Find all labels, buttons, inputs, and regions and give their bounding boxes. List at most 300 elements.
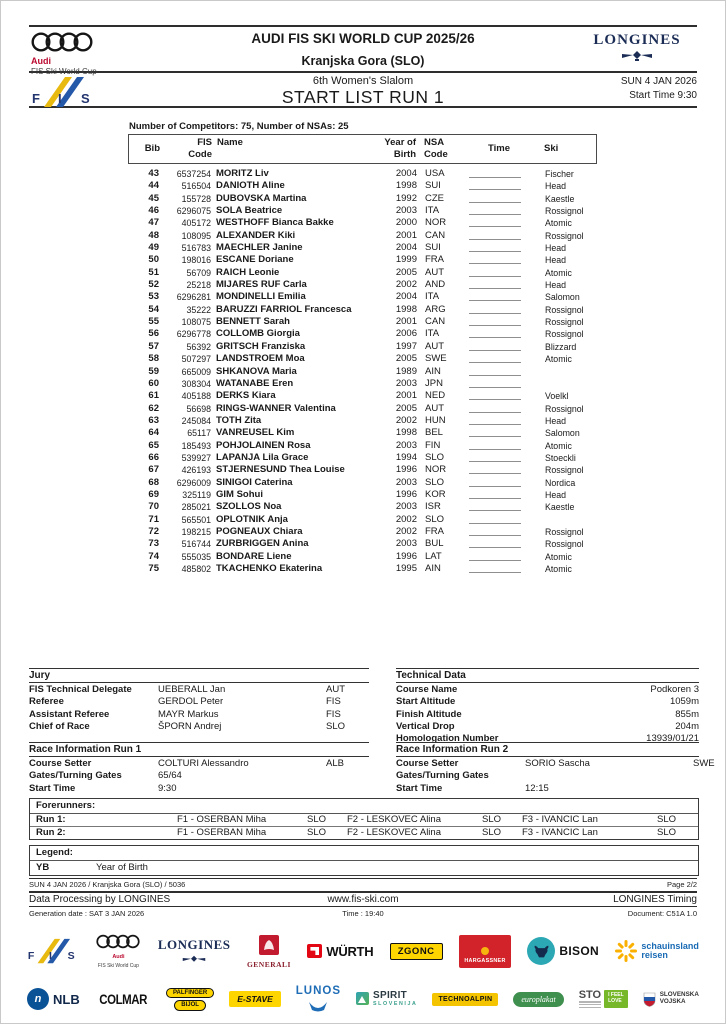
time-cell <box>463 193 537 205</box>
info-label: Course Setter <box>29 758 92 769</box>
column-header-name: Name <box>217 137 243 148</box>
bib-number: 66 <box>148 451 159 463</box>
footer-generation-date: Generation date : SAT 3 JAN 2026 <box>29 909 145 918</box>
info-label: FIS Technical Delegate <box>29 684 132 695</box>
table-row <box>128 242 597 254</box>
legend-title: Legend: <box>30 846 698 861</box>
forerunner-row <box>30 814 698 827</box>
year-of-birth: 1996 <box>395 550 417 562</box>
time-underline <box>469 387 521 388</box>
sponsor-schauinsland <box>615 940 699 962</box>
table-row <box>128 291 597 303</box>
technical-rows <box>396 684 699 745</box>
slovenska-vojska-wordmark: SLOVENSKA VOJSKA <box>659 991 699 1005</box>
footer-event-ref: SUN 4 JAN 2026 / Kranjska Gora (SLO) / 5036 <box>29 880 186 889</box>
time-underline <box>469 412 521 413</box>
technical-data-section <box>396 668 699 745</box>
schauinsland-sun-icon <box>615 940 637 962</box>
nsa-code: CZE <box>425 192 444 204</box>
longines-wing-icon <box>620 50 654 62</box>
technical-row <box>396 721 699 733</box>
forerunner-1-nsa: SLO <box>307 826 327 838</box>
nsa-code: SLO <box>425 476 445 488</box>
technical-row <box>396 709 699 721</box>
footer-document-code: Document: C51A 1.0 <box>627 909 697 918</box>
nsa-code: FRA <box>425 254 444 266</box>
nsa-code: FRA <box>425 525 444 537</box>
fis-code: 56392 <box>186 341 211 352</box>
athlete-name: WESTHOFF Bianca Bakke <box>216 217 334 229</box>
athlete-name: RINGS-WANNER Valentina <box>216 402 336 414</box>
time-underline <box>469 239 521 240</box>
nsa-code: CAN <box>425 229 446 241</box>
time-cell <box>463 353 537 365</box>
bib-number: 51 <box>148 266 159 278</box>
sto-wordmark: STO <box>578 988 602 1001</box>
time-underline <box>469 177 521 178</box>
generali-lion-icon <box>258 934 280 956</box>
year-of-birth: 2001 <box>395 316 417 328</box>
time-cell <box>463 230 537 242</box>
year-of-birth: 1998 <box>395 427 417 439</box>
bib-number: 72 <box>148 525 159 537</box>
year-of-birth: 1996 <box>395 488 417 500</box>
fis-logo <box>31 77 95 112</box>
table-row <box>128 440 597 452</box>
table-row <box>128 341 597 353</box>
info-row <box>29 783 369 795</box>
time-cell <box>463 526 537 538</box>
time-underline <box>469 535 521 536</box>
info-nsa <box>693 783 699 795</box>
athlete-name: TKACHENKO Ekaterina <box>216 563 323 574</box>
estave-wordmark: E-STAVE <box>229 991 281 1007</box>
year-of-birth: 2003 <box>395 501 417 513</box>
time-underline <box>469 350 521 351</box>
ski-brand: Stoeckli <box>545 452 576 463</box>
technical-label: Finish Altitude <box>396 708 462 720</box>
longines-wordmark: LONGINES <box>593 32 681 48</box>
info-value: GERDOL Peter <box>158 696 224 708</box>
fis-code: 65117 <box>187 428 211 439</box>
technical-label: Start Altitude <box>396 696 456 708</box>
sponsor-colmar <box>95 992 151 1007</box>
table-row <box>128 180 597 192</box>
nsa-code: SLO <box>425 451 445 463</box>
table-row <box>128 526 597 538</box>
time-cell <box>463 551 537 563</box>
nsa-code: SUI <box>425 180 441 192</box>
table-row <box>128 390 597 402</box>
bib-number: 67 <box>148 464 159 476</box>
ski-brand: Rossignol <box>545 539 584 550</box>
ski-brand: Rossignol <box>545 206 584 217</box>
sponsor-longines <box>158 938 231 964</box>
longines-wing-icon <box>181 955 207 964</box>
ski-brand: Atomic <box>545 551 572 562</box>
athlete-name: TOTH Zita <box>216 414 262 426</box>
fis-code: 25218 <box>186 280 211 291</box>
sponsor-spirit-slovenija <box>356 991 417 1007</box>
ski-brand: Head <box>545 489 567 500</box>
bib-number: 71 <box>148 513 159 525</box>
sponsor-palfinger-bijol <box>166 988 214 1011</box>
fis-code: 665009 <box>181 366 211 377</box>
nsa-code: LAT <box>425 550 442 562</box>
sponsor-slovenska-vojska <box>643 992 699 1007</box>
info-row <box>29 684 369 696</box>
time-cell <box>463 341 537 353</box>
table-row <box>128 477 597 489</box>
athlete-name: GRITSCH Franziska <box>216 340 306 352</box>
forerunner-3: F3 - IVANCIC Lan <box>522 826 598 838</box>
ski-brand: Head <box>545 243 567 254</box>
table-row <box>128 489 597 501</box>
athlete-name: STJERNESUND Thea Louise <box>216 464 345 476</box>
athlete-name: DUBOVSKA Martina <box>216 192 307 204</box>
fis-code: 108075 <box>181 317 211 328</box>
hargassner-badge <box>459 935 511 968</box>
nsa-code: AUT <box>425 340 444 352</box>
column-header-fis-code: FIS Code <box>188 136 212 160</box>
athlete-name: SHKANOVA Maria <box>216 365 297 377</box>
technical-data-title: Technical Data <box>396 668 699 683</box>
forerunner-2-nsa: SLO <box>482 813 502 825</box>
time-underline <box>469 547 521 548</box>
athlete-name: GIM Sohui <box>216 488 263 500</box>
year-of-birth: 2003 <box>395 538 417 550</box>
palfinger-wordmark: PALFINGER <box>166 988 214 999</box>
sponsor-estave <box>229 991 281 1007</box>
fis-code: 56698 <box>186 403 211 414</box>
fis-code: 35222 <box>186 304 211 315</box>
fis-code: 6537254 <box>176 169 211 179</box>
table-row <box>128 514 597 526</box>
info-nsa: AUT <box>326 684 345 695</box>
time-underline <box>469 473 521 474</box>
bib-number: 63 <box>148 414 159 426</box>
bison-wordmark: BISON <box>559 944 599 958</box>
info-value: 9:30 <box>158 782 177 794</box>
athlete-name: BONDARE Liene <box>216 550 292 562</box>
table-row <box>128 415 597 427</box>
sponsor-bison <box>527 937 599 965</box>
athlete-name: RAICH Leonie <box>216 266 280 278</box>
i-feel-love-badge: I FEEL LOVE <box>604 990 628 1008</box>
generali-wordmark: GENERALI <box>246 959 291 969</box>
nsa-code: AUT <box>425 402 444 414</box>
time-underline <box>469 214 521 215</box>
forerunners-section <box>29 798 699 840</box>
event-location: Kranjska Gora (SLO) <box>301 54 425 68</box>
time-cell <box>463 205 537 217</box>
bib-number: 50 <box>148 254 159 266</box>
ski-brand: Nordica <box>545 477 576 488</box>
fis-code: 516783 <box>181 243 211 254</box>
time-cell <box>463 501 537 513</box>
fis-logo-icon <box>31 77 95 107</box>
ski-brand: Salomon <box>545 292 580 303</box>
info-nsa: ALB <box>326 758 344 769</box>
athlete-name: SOLA Beatrice <box>216 205 283 217</box>
lunos-wordmark: LUNOS <box>295 985 342 998</box>
longines-logo <box>577 32 697 67</box>
athlete-name: VANREUSEL Kim <box>216 427 295 439</box>
ski-brand: Head <box>545 415 567 426</box>
year-of-birth: 1999 <box>395 254 417 266</box>
nsa-code: KOR <box>425 488 446 500</box>
info-value <box>525 770 693 782</box>
info-value: UEBERALL Jan <box>158 684 226 695</box>
ski-brand: Atomic <box>545 354 572 365</box>
info-nsa: SWE <box>693 758 715 769</box>
time-underline <box>469 313 521 314</box>
spirit-wordmark: SPIRIT <box>373 989 408 1001</box>
time-underline <box>469 560 521 561</box>
time-underline <box>469 375 521 376</box>
technical-row <box>396 696 699 708</box>
race-info-run2-title: Race Information Run 2 <box>396 742 699 757</box>
info-value: SORIO Sascha <box>525 758 590 769</box>
nsa-code: NOR <box>425 464 447 476</box>
fis-code: 155728 <box>181 193 211 204</box>
info-value: ŠPORN Andrej <box>158 720 222 732</box>
ski-brand <box>537 378 597 390</box>
footer-data-processing: Data Processing by LONGINES <box>29 894 171 905</box>
year-of-birth: 1995 <box>395 563 417 574</box>
time-underline <box>469 189 521 190</box>
year-of-birth: 1998 <box>395 303 417 315</box>
time-underline <box>469 424 521 425</box>
fis-code: 108095 <box>181 230 211 241</box>
table-row <box>128 193 597 205</box>
fis-code: 516744 <box>181 539 211 550</box>
nsa-code: BUL <box>425 538 444 550</box>
bib-number: 73 <box>148 538 159 550</box>
forerunner-1: F1 - OSERBAN Miha <box>177 813 267 825</box>
ski-brand: Rossignol <box>545 230 584 241</box>
info-label: Gates/Turning Gates <box>396 770 489 782</box>
nsa-code: AIN <box>425 365 441 377</box>
time-underline <box>469 263 521 264</box>
time-cell <box>463 403 537 415</box>
table-row <box>128 304 597 316</box>
wuerth-icon <box>307 944 322 958</box>
table-row <box>128 168 597 180</box>
bib-number: 60 <box>148 377 159 389</box>
time-cell <box>463 415 537 427</box>
legend-section <box>29 845 699 876</box>
time-cell <box>463 304 537 316</box>
time-cell <box>463 427 537 439</box>
ski-brand: Fischer <box>545 169 574 179</box>
footer-line1 <box>29 880 697 889</box>
technical-value: 13939/01/21 <box>646 733 699 745</box>
technical-value: Podkoren 3 <box>650 684 699 695</box>
table-row <box>128 366 597 378</box>
time-underline <box>469 510 521 511</box>
bib-number: 43 <box>148 168 159 179</box>
nlb-icon: n <box>27 988 49 1010</box>
time-cell <box>463 538 537 550</box>
time-underline <box>469 486 521 487</box>
technical-row <box>396 684 699 696</box>
longines-wordmark: LONGINES <box>157 937 231 952</box>
bib-number: 49 <box>148 242 159 254</box>
bib-number: 62 <box>148 402 159 414</box>
athlete-name: DERKS Kiara <box>216 390 276 402</box>
year-of-birth: 2003 <box>395 439 417 451</box>
info-value: 65/64 <box>158 770 182 782</box>
sponsor-row-2 <box>27 979 699 1019</box>
technical-value: 204m <box>675 720 699 732</box>
audi-subtitle-text: FIS Ski World Cup <box>31 67 97 76</box>
athlete-name: COLLOMB Giorgia <box>216 328 300 340</box>
audi-brand-text: Audi <box>112 953 125 960</box>
table-row <box>128 563 597 575</box>
svg-text:I: I <box>58 91 62 106</box>
sto-smallprint <box>579 1000 601 1009</box>
forerunner-1: F1 - OSERBAN Miha <box>177 826 267 838</box>
fis-code: 565501 <box>181 514 211 525</box>
nsa-code: BEL <box>425 427 443 439</box>
forerunner-row <box>30 827 698 839</box>
forerunner-rows <box>30 814 698 839</box>
bib-number: 53 <box>148 291 159 303</box>
year-of-birth: 1997 <box>395 340 417 352</box>
ski-brand: Atomic <box>545 267 572 278</box>
sponsor-zgonc <box>390 943 443 960</box>
ski-brand: Rossignol <box>545 465 584 476</box>
fis-code: 507297 <box>181 354 211 365</box>
fis-code: 56709 <box>186 267 211 278</box>
fis-footer-icon <box>27 938 79 964</box>
fis-code: 539927 <box>181 452 211 463</box>
race-info-run2-section <box>396 742 715 795</box>
time-underline <box>469 461 521 462</box>
time-underline <box>469 498 521 499</box>
athlete-name: WATANABE Eren <box>216 377 294 389</box>
run1-rows <box>29 758 369 795</box>
year-of-birth: 1998 <box>395 180 417 192</box>
ski-brand: Atomic <box>545 440 572 451</box>
year-of-birth: 1996 <box>395 464 417 476</box>
technical-value: 1059m <box>669 696 699 708</box>
table-row <box>128 427 597 439</box>
table-row <box>128 538 597 550</box>
fis-code: 405172 <box>181 218 211 229</box>
year-of-birth: 2006 <box>395 328 417 340</box>
forerunner-2: F2 - LESKOVEC Alina <box>347 813 441 825</box>
nsa-code: JPN <box>425 377 443 389</box>
fis-code: 6296281 <box>176 292 211 303</box>
info-nsa: FIS <box>326 708 341 720</box>
column-header-time: Time <box>487 142 510 154</box>
time-underline <box>469 572 521 573</box>
bib-number: 61 <box>148 390 159 402</box>
time-underline <box>469 276 521 277</box>
ski-brand: Atomic <box>545 218 572 229</box>
audi-rings-icon <box>95 933 141 950</box>
bijol-wordmark: BIJOL <box>174 1000 206 1011</box>
table-row <box>128 378 597 390</box>
year-of-birth: 2004 <box>395 291 417 303</box>
year-of-birth: 2004 <box>395 242 417 254</box>
fis-code: 516504 <box>181 181 211 192</box>
fis-code: 6296075 <box>176 206 211 217</box>
year-of-birth: 2005 <box>395 402 417 414</box>
time-underline <box>469 399 521 400</box>
table-row <box>128 452 597 464</box>
race-info-run1-section <box>29 742 369 795</box>
nsa-code: AIN <box>425 563 441 574</box>
fis-code: 405188 <box>181 391 211 402</box>
fis-code: 198016 <box>181 255 211 266</box>
table-row <box>128 464 597 476</box>
nsa-code: FIN <box>425 439 441 451</box>
sponsor-lunos <box>296 986 341 1012</box>
competitors-summary: Number of Competitors: 75, Number of NSAs: 25 <box>129 121 349 132</box>
info-row <box>29 721 369 733</box>
info-row <box>396 783 699 795</box>
colmar-wordmark: COLMAR <box>98 991 147 1007</box>
fis-code: 285021 <box>181 502 211 513</box>
page-title: AUDI FIS SKI WORLD CUP 2025/26 <box>251 31 475 46</box>
time-cell <box>463 464 537 476</box>
year-of-birth: 2002 <box>395 279 417 291</box>
time-underline <box>469 436 521 437</box>
table-row <box>128 254 597 266</box>
year-of-birth: 2001 <box>395 229 417 241</box>
hargassner-flame-icon <box>481 947 489 955</box>
sponsor-wuerth <box>307 944 373 959</box>
time-underline <box>469 337 521 338</box>
forerunner-1-nsa: SLO <box>307 813 327 825</box>
year-of-birth: 2003 <box>395 205 417 217</box>
time-underline <box>469 523 521 524</box>
footer-line2 <box>29 894 697 905</box>
bib-number: 59 <box>148 365 159 377</box>
nsa-code: NOR <box>425 217 447 229</box>
divider <box>29 25 697 27</box>
table-row <box>128 267 597 279</box>
bib-number: 70 <box>148 501 159 513</box>
ski-brand <box>537 366 597 378</box>
technical-label: Homologation Number <box>396 733 499 745</box>
table-row <box>128 217 597 229</box>
fis-code: 485802 <box>181 564 211 574</box>
info-row <box>29 709 369 721</box>
forerunner-3-nsa: SLO <box>657 813 677 825</box>
svg-text:S: S <box>81 91 90 106</box>
time-cell <box>463 452 537 464</box>
info-label: Assistant Referee <box>29 708 110 720</box>
year-of-birth: 1992 <box>395 192 417 204</box>
time-cell <box>463 440 537 452</box>
europlakat-wordmark: europlakat <box>513 992 563 1007</box>
bib-number: 69 <box>148 488 159 500</box>
year-of-birth: 2003 <box>395 377 417 389</box>
sponsor-sto-ifeellove <box>579 990 628 1009</box>
audi-brand-text: Audi <box>31 56 51 66</box>
nsa-code: AND <box>425 279 446 291</box>
event-name: 6th Women's Slalom <box>312 75 414 87</box>
athlete-name: ZURBRIGGEN Anina <box>216 538 309 550</box>
year-of-birth: 2001 <box>395 390 417 402</box>
start-time: Start Time 9:30 <box>629 90 697 101</box>
sponsor-technoalpin <box>432 993 498 1006</box>
ski-brand: Head <box>545 280 567 291</box>
